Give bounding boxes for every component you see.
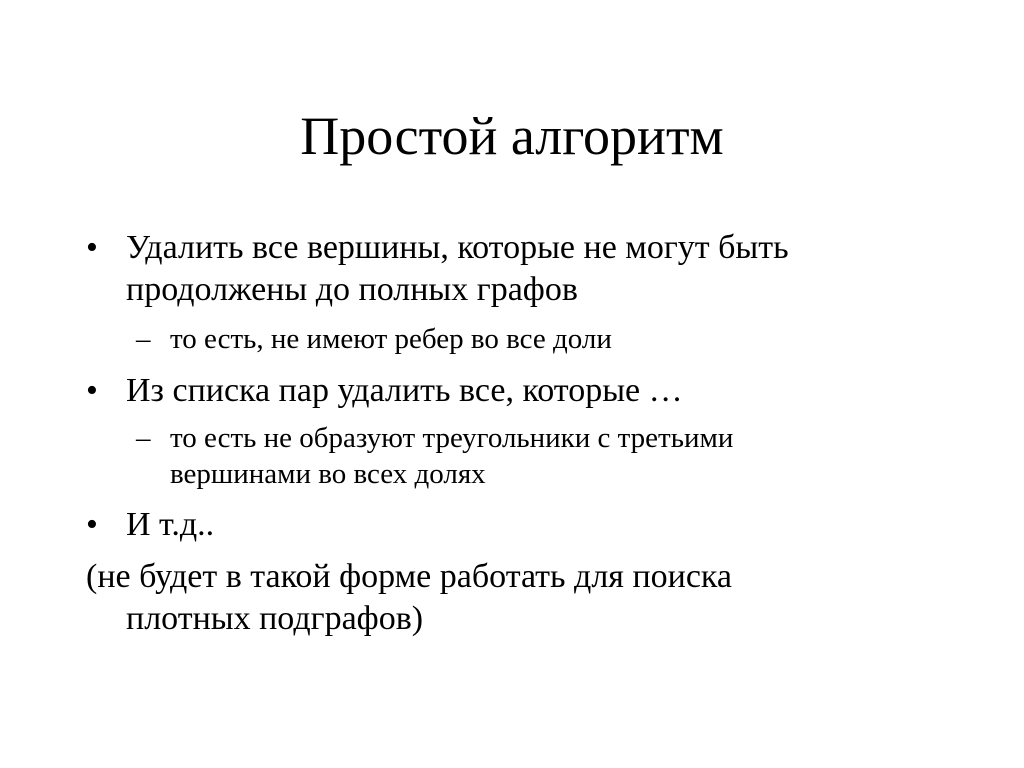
- bullet-line: продолжены до полных графов: [126, 271, 578, 308]
- note-line: плотных подграфов): [126, 600, 424, 637]
- sub-bullet-marker: –: [136, 422, 151, 454]
- bullet-marker: •: [86, 506, 98, 543]
- bullet-line: И т.д..: [126, 506, 215, 543]
- bullet-text: [126, 227, 946, 311]
- bullet-marker: •: [86, 229, 98, 266]
- bullet-marker: •: [86, 372, 98, 409]
- slide-title: Простой алгоритм: [300, 106, 724, 166]
- sub-bullet-line: вершинами во всех долях: [170, 458, 486, 490]
- bullet-text: [126, 504, 946, 546]
- note-line: (не будет в такой форме работать для поиска: [86, 558, 733, 595]
- bullet-line: Из списка пар удалить все, которые …: [126, 372, 683, 409]
- sub-bullet-text: [170, 321, 950, 357]
- sub-bullet-text: [170, 420, 950, 492]
- bullet-line: Удалить все вершины, которые не могут быть: [126, 229, 789, 266]
- sub-bullet-line: то есть, не имеют ребер во все доли: [170, 323, 612, 355]
- sub-bullet-marker: –: [136, 323, 151, 355]
- sub-bullet-line: то есть не образуют треугольники с третьими: [170, 422, 734, 454]
- bullet-text: [126, 370, 946, 412]
